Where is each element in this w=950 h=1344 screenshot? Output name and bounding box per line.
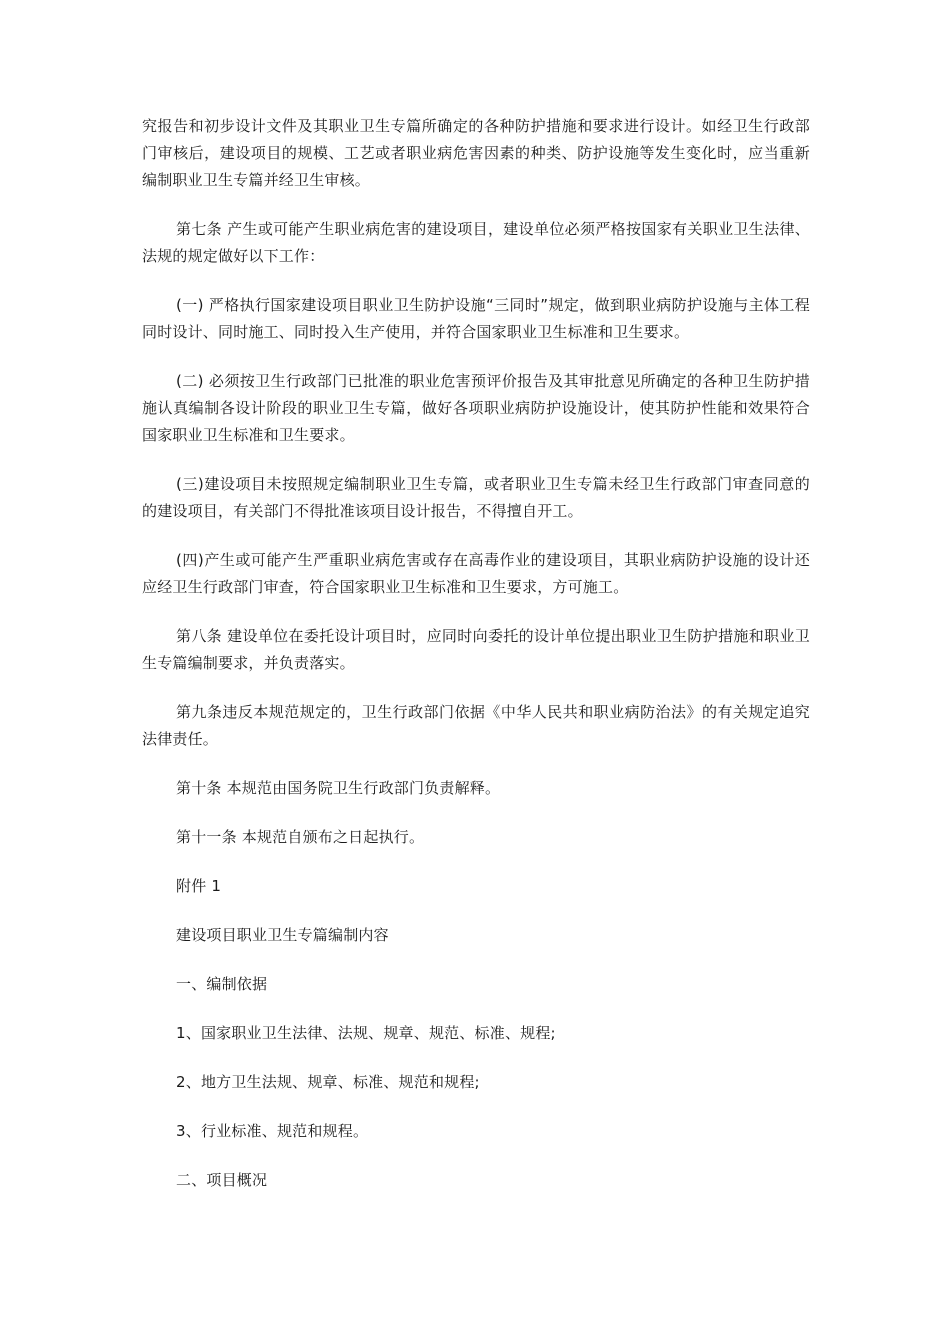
section-heading-basis: 一、编制依据 (176, 975, 268, 993)
paragraph-item-3: (三)建设项目未按照规定编制职业卫生专篇，或者职业卫生专篇未经卫生行政部门审查同意的的建设项目，有关部门不得批准该项目设计报告，不得擅自开工。 (142, 475, 810, 520)
paragraph-article-9: 第九条违反本规范规定的，卫生行政部门依据《中华人民共和职业病防治法》的有关规定追究法律责任。 (142, 703, 810, 748)
paragraph-article-11: 第十一条 本规范自颁布之日起执行。 (176, 828, 425, 846)
attachment-label: 附件 1 (176, 877, 222, 895)
paragraph-continuation: 究报告和初步设计文件及其职业卫生专篇所确定的各种防护措施和要求进行设计。如经卫生行政部门审核后，建设项目的规模、工艺或者职业病危害因素的种类、防护设施等发生变化时，应当重新编制职业卫生专篇并经卫生审核。 (142, 117, 810, 189)
paragraph-article-10: 第十条 本规范由国务院卫生行政部门负责解释。 (176, 779, 501, 797)
attachment-title: 建设项目职业卫生专篇编制内容 (176, 926, 389, 944)
list-item-basis-3: 3、行业标准、规范和规程。 (176, 1122, 369, 1140)
paragraph-item-1: (一) 严格执行国家建设项目职业卫生防护设施“三同时”规定，做到职业病防护设施与主体工程同时设计、同时施工、同时投入生产使用，并符合国家职业卫生标准和卫生要求。 (142, 296, 810, 341)
paragraph-article-7: 第七条 产生或可能产生职业病危害的建设项目，建设单位必须严格按国家有关职业卫生法律、法规的规定做好以下工作： (142, 220, 810, 265)
paragraph-article-8: 第八条 建设单位在委托设计项目时，应同时向委托的设计单位提出职业卫生防护措施和职业卫生专篇编制要求，并负责落实。 (142, 627, 810, 672)
list-item-basis-2: 2、地方卫生法规、规章、标准、规范和规程; (176, 1073, 480, 1091)
document-body (142, 113, 810, 1194)
paragraph-item-4: (四)产生或可能产生严重职业病危害或存在高毒作业的建设项目，其职业病防护设施的设计还应经卫生行政部门审查，符合国家职业卫生标准和卫生要求，方可施工。 (142, 551, 810, 596)
list-item-basis-1: 1、国家职业卫生法律、法规、规章、规范、标准、规程; (176, 1024, 556, 1042)
paragraph-item-2: (二) 必须按卫生行政部门已批准的职业危害预评价报告及其审批意见所确定的各种卫生防护措施认真编制各设计阶段的职业卫生专篇，做好各项职业病防护设施设计，使其防护性能和效果符合国家职业卫生标准和卫生要求。 (142, 372, 810, 444)
section-heading-overview: 二、项目概况 (176, 1171, 268, 1189)
